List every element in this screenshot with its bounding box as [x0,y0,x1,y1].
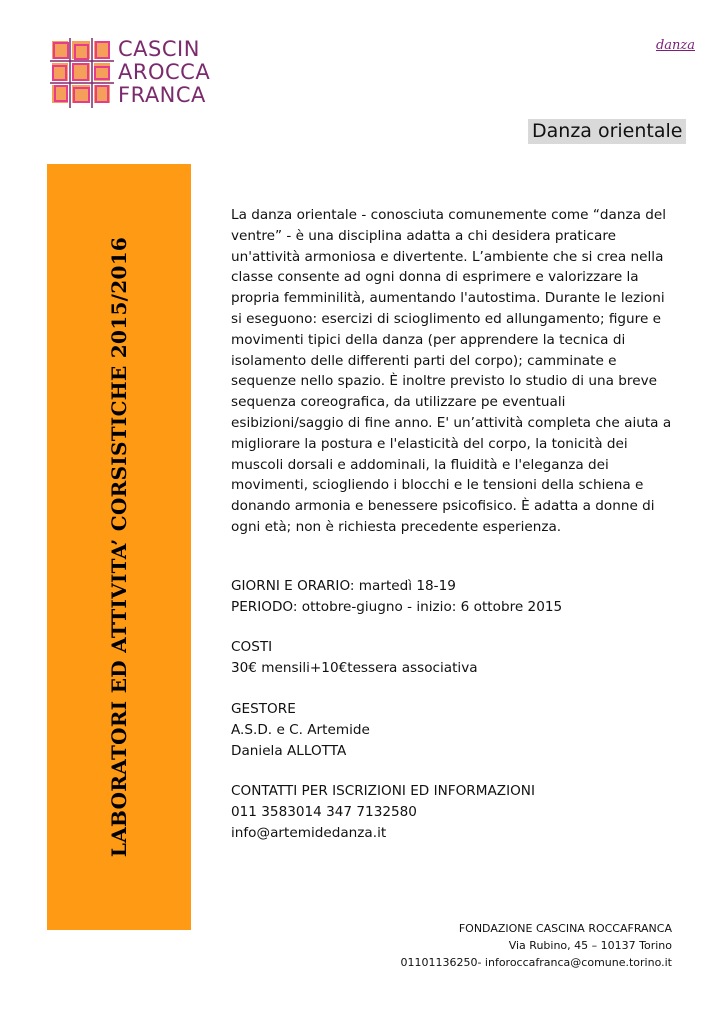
costs-section [231,637,679,679]
footer-org: FONDAZIONE CASCINA ROCCAFRANCA [458,922,672,935]
logo-line-2: AROCCA [118,60,211,84]
manager-person: Daniela ALLOTTA [231,742,347,759]
footer-contact: 01101136250- inforoccafranca@comune.torino.it [400,956,672,969]
sidebar-vertical-title: LABORATORI ED ATTIVITA’ CORSISTICHE 2015/2016 [107,236,131,858]
contacts-heading: CONTATTI PER ISCRIZIONI ED INFORMAZIONI [231,783,535,800]
manager-section [231,699,679,761]
contacts-section [231,781,679,843]
main-content [231,205,679,844]
contacts-email[interactable]: info@artemidedanza.it [231,824,387,841]
footer-address: Via Rubino, 45 – 10137 Torino [508,939,672,952]
manager-heading: GESTORE [231,700,296,717]
costs-value: 30€ mensili+10€tessera associativa [231,660,478,677]
schedule-period: PERIODO: ottobre-giugno - inizio: 6 ottobre 2015 [231,598,563,615]
page-title: Danza orientale [528,119,686,144]
footer [400,920,672,971]
logo-mosaic-icon [50,38,114,108]
logo-line-1: CASCIN [118,37,200,61]
logo-line-3: FRANCA [118,83,206,107]
schedule-section [231,576,679,618]
course-description: La danza orientale - conosciuta comunemente come “danza del ventre” - è una disciplina adatta a chi desidera praticare un'attività armoniosa e divertente. L’ambiente che si crea nella classe consente ad ogni donna di esprimere e valorizzare la propria femminilità, aumentando l'autostima. Durante le lezioni si eseguono: esercizi di scioglimento ed allungamento; figure e movimenti tipici della danza (per apprendere la tecnica di isolamento delle differenti parti del corpo); camminate e sequenze nello spazio. È inoltre previsto lo studio di una breve sequenza coreografica, da utilizzare pe eventuali esibizioni/saggio di fine anno. E' un’attività completa che aiuta a migliorare la postura e l'elasticità del corpo, la tonicità dei muscoli dorsali e addominali, la fluidità e l'eleganza dei movimenti, sciogliendo i blocchi e le tensioni della schiena e donando armonia e benessere psicofisico. È adatta a donne di ogni età; non è richiesta precedente esperienza. [231,207,672,535]
manager-org: A.S.D. e C. Artemide [231,721,370,738]
costs-heading: COSTI [231,639,273,656]
cascina-roccafranca-logo [50,38,220,110]
logo-wordmark [118,38,210,107]
schedule-days: GIORNI E ORARIO: martedì 18-19 [231,577,456,594]
category-link-danza[interactable]: danza [655,38,695,53]
contacts-phones: 011 3583014 347 7132580 [231,804,417,821]
